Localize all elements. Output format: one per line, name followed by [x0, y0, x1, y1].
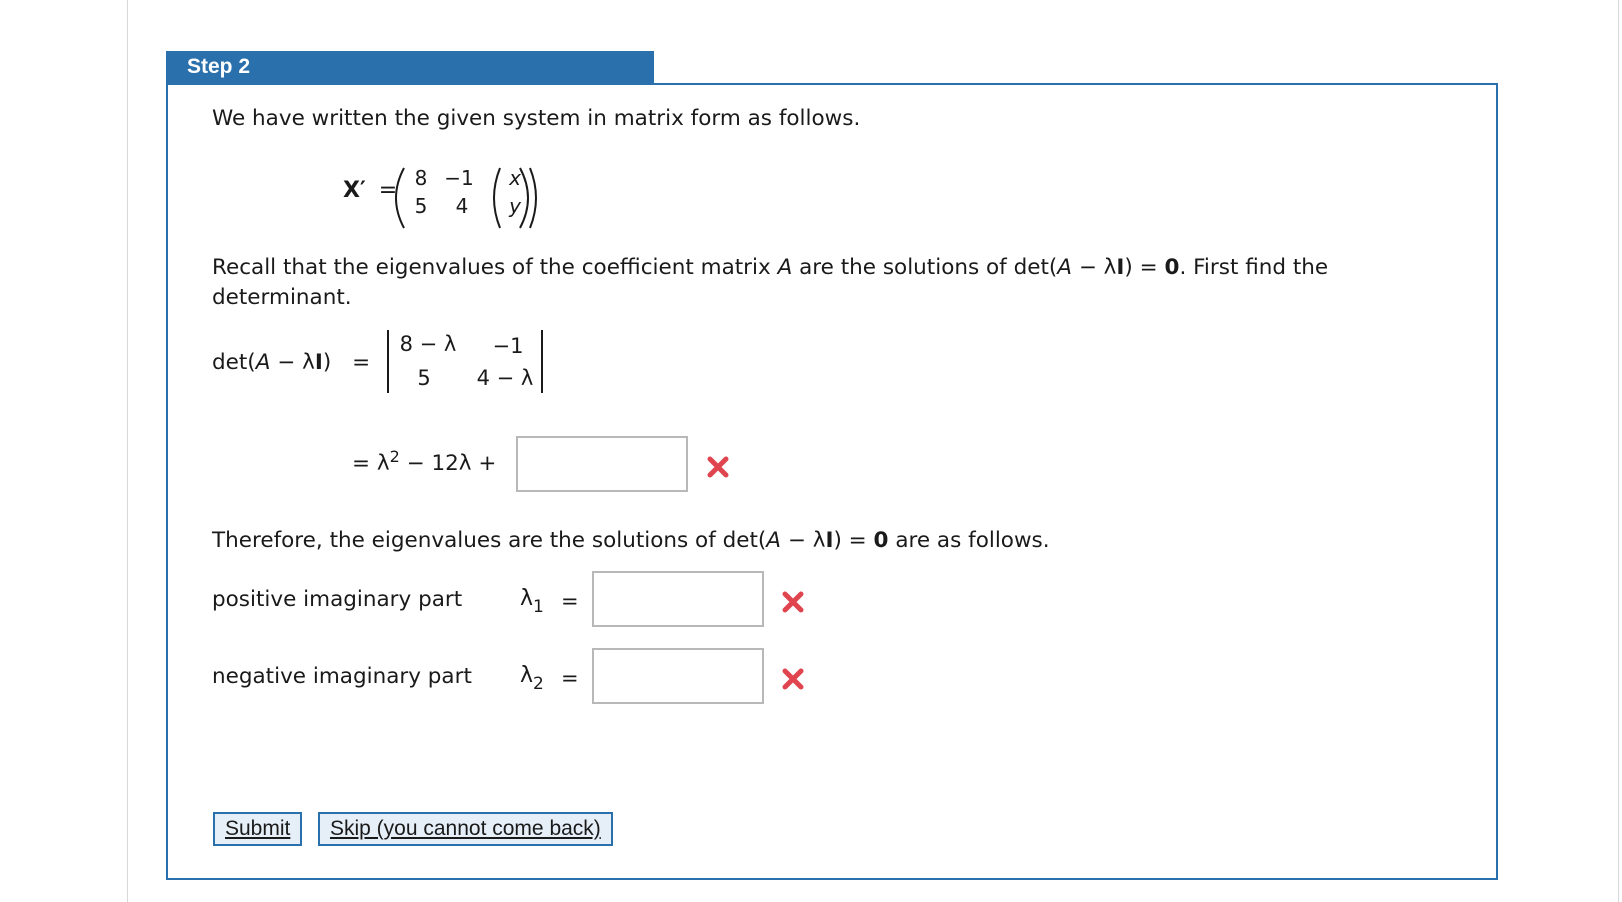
eigenvalue-2-label: negative imaginary part	[212, 664, 472, 689]
x-mark-icon	[781, 667, 805, 691]
det-equals-sign: =	[352, 350, 371, 375]
skip-button[interactable]: Skip (you cannot come back)	[318, 812, 613, 846]
det-cell-r2c2: 4 − λ	[476, 366, 534, 390]
conclusion-identity: I	[825, 528, 834, 553]
page-right-rule	[1618, 0, 1619, 902]
matrix-equals-sign: =	[378, 178, 398, 203]
vector-right-paren	[530, 168, 536, 228]
conclusion-part1: Therefore, the eigenvalues are the solutions of det(	[212, 528, 767, 553]
recall-identity: I	[1116, 255, 1125, 280]
recall-det-a: A	[1057, 255, 1072, 280]
matrix-cell-r2c2: 4	[455, 194, 469, 218]
conclusion-zero: 0	[873, 528, 889, 553]
lambda-2-char: λ	[520, 663, 534, 688]
det-suffix: )	[322, 350, 332, 375]
conclusion-part4: are as follows.	[888, 528, 1050, 553]
poly-exponent: 2	[389, 447, 400, 466]
det-cell-r2c1: 5	[417, 366, 431, 390]
lambda-1-equals: =	[561, 589, 579, 613]
det-matrix-a: A	[255, 350, 271, 375]
recall-part3: − λ	[1071, 255, 1117, 280]
recall-part2: are the solutions of det(	[792, 255, 1058, 280]
vector-left-paren	[494, 168, 500, 228]
characteristic-polynomial	[352, 447, 496, 476]
x-mark-icon	[706, 455, 730, 479]
x-prime-symbol: X′	[343, 178, 366, 203]
poly-prefix: = λ	[352, 451, 390, 476]
intro-text: We have written the given system in matrix form as follows.	[212, 106, 861, 131]
conclusion-part2: − λ	[781, 528, 826, 553]
det-cell-r1c2: −1	[492, 334, 524, 358]
det-prefix: det(	[212, 350, 256, 375]
lambda-1-subscript: 1	[533, 597, 544, 617]
recall-text	[212, 253, 1328, 313]
recall-part4: ) =	[1124, 255, 1165, 280]
recall-line2: determinant.	[212, 285, 352, 310]
matrix-left-paren	[396, 168, 404, 228]
x-mark-icon	[781, 590, 805, 614]
matrix-cell-r1c2: −1	[444, 166, 474, 190]
constant-term-input[interactable]	[516, 436, 688, 492]
lambda-1-char: λ	[520, 586, 534, 611]
determinant-left-bar	[387, 330, 389, 393]
determinant-lhs	[212, 350, 370, 375]
eigenvalue-1-input[interactable]	[592, 571, 764, 627]
recall-zero: 0	[1164, 255, 1180, 280]
matrix-cell-r2c1: 5	[414, 194, 428, 218]
conclusion-text	[212, 528, 1050, 553]
det-mid: − λ	[270, 350, 315, 375]
submit-button[interactable]: Submit	[213, 812, 302, 846]
recall-matrix-a: A	[777, 255, 793, 280]
eigenvalue-1-label: positive imaginary part	[212, 587, 463, 612]
poly-rest: − 12λ +	[399, 451, 497, 476]
vector-y: y	[509, 194, 521, 218]
eigenvalue-2-input[interactable]	[592, 648, 764, 704]
step-title: Step 2	[166, 51, 654, 83]
page-left-rule	[127, 0, 128, 902]
conclusion-matrix-a: A	[766, 528, 782, 553]
determinant-right-bar	[541, 330, 543, 393]
det-cell-r1c1: 8 − λ	[399, 332, 457, 356]
matrix-cell-r1c1: 8	[414, 166, 428, 190]
det-identity: I	[314, 350, 323, 375]
lambda-1-symbol	[520, 586, 544, 617]
lambda-2-equals: =	[561, 666, 579, 690]
recall-part1: Recall that the eigenvalues of the coefficient matrix	[212, 255, 778, 280]
conclusion-part3: ) =	[833, 528, 874, 553]
lambda-2-symbol	[520, 663, 544, 694]
lambda-2-subscript: 2	[533, 674, 544, 694]
vector-x: x	[509, 166, 521, 190]
recall-part5: . First find the	[1179, 255, 1329, 280]
